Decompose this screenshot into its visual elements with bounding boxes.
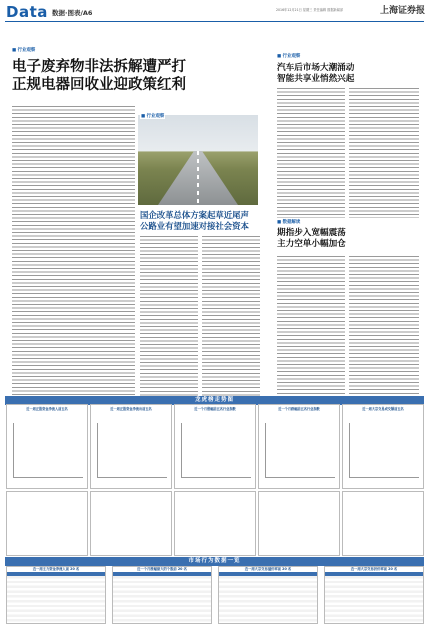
chart-title-5: 近一周大宗交易成交额前五名 [362,407,404,411]
main-story-label: ■ 行业观察 [12,48,36,53]
main-headline-line1: 电子废弃物非法拆解遭严打 [12,58,186,75]
right-story1-label: ■ 行业观察 [277,54,301,59]
right-story1-headline [277,63,417,85]
chart-title-4: 近一个月跌幅前五名行业指数 [278,407,320,411]
table-rows-1 [7,576,105,624]
main-story-body [12,106,135,396]
table-title-4: 近一周大宗交易折价率前 20 名 [350,567,398,571]
section-band-tables: 市场行为数据一览 [5,557,424,566]
chart-box-7 [90,491,172,556]
right-story1-body-col1 [277,88,345,218]
right-story2-body-col1 [277,256,345,396]
chart-plot-2 [97,423,167,478]
photo-story-body-col1 [140,236,198,396]
right-story2-headline [277,228,417,250]
right-story1-body-col2 [349,88,419,218]
brand-logo: Data [6,3,48,21]
chart-title-1: 近一周正股资金净流入前五名 [26,407,68,411]
data-table-3 [218,566,318,624]
data-table-4 [324,566,424,624]
chart-title-3: 近一个月涨幅前五名行业指数 [194,407,236,411]
table-rows-2 [113,576,211,624]
chart-box-9 [258,491,340,556]
photo-headline-line1: 国企改革总体方案起草近尾声 [140,210,249,220]
chart-title-2: 近一周正股资金净流出前五名 [110,407,152,411]
main-headline-line2: 正规电器回收业迎政策红利 [12,76,186,93]
chart-box-5 [342,404,424,489]
right-story2-label: ■ 数据解读 [277,220,301,225]
table-title-1: 近一周主力资金净流入前 20 名 [32,567,80,571]
right-story2-body-col2 [349,256,419,396]
chart-plot-3 [181,423,251,478]
right-headline2-line2: 主力空单小幅加仓 [277,239,346,249]
photo-story-headline [140,210,260,232]
table-rows-3 [219,576,317,624]
highway-photo [138,115,258,205]
chart-plot-1 [13,423,83,478]
main-headline [12,58,257,94]
newspaper-logo: 上海证券报 [380,6,426,16]
right-headline1-line2: 智能共享业悄然兴起 [277,74,355,84]
data-table-2 [112,566,212,624]
chart-box-3 [174,404,256,489]
table-title-3: 近一周大宗交易溢价率前 20 名 [244,567,292,571]
section-band-charts: 龙虎榜走势图 [5,396,424,405]
chart-box-6 [6,491,88,556]
right-headline1-line1: 汽车后市场大潮涌动 [277,63,355,73]
data-table-1 [6,566,106,624]
chart-box-2 [90,404,172,489]
chart-plot-5 [349,423,419,478]
photo-story-body-col2 [202,236,260,396]
chart-box-1 [6,404,88,489]
chart-box-8 [174,491,256,556]
issue-info: 2016年12月21日 星期三 责任编辑 数据新闻部 [276,8,344,12]
chart-plot-4 [265,423,335,478]
chart-box-4 [258,404,340,489]
right-headline2-line1: 期指步入宽幅震荡 [277,228,346,238]
header-divider [5,21,424,22]
table-rows-4 [325,576,423,624]
section-title: 数据·图表/A6 [52,9,93,17]
photo-headline-line2: 公路业有望加速对接社会资本 [140,221,249,231]
table-title-2: 近一个月涨幅最大的个股前 20 名 [137,567,187,571]
photo-story-label: ■ 行业观察 [141,114,165,119]
chart-box-10 [342,491,424,556]
